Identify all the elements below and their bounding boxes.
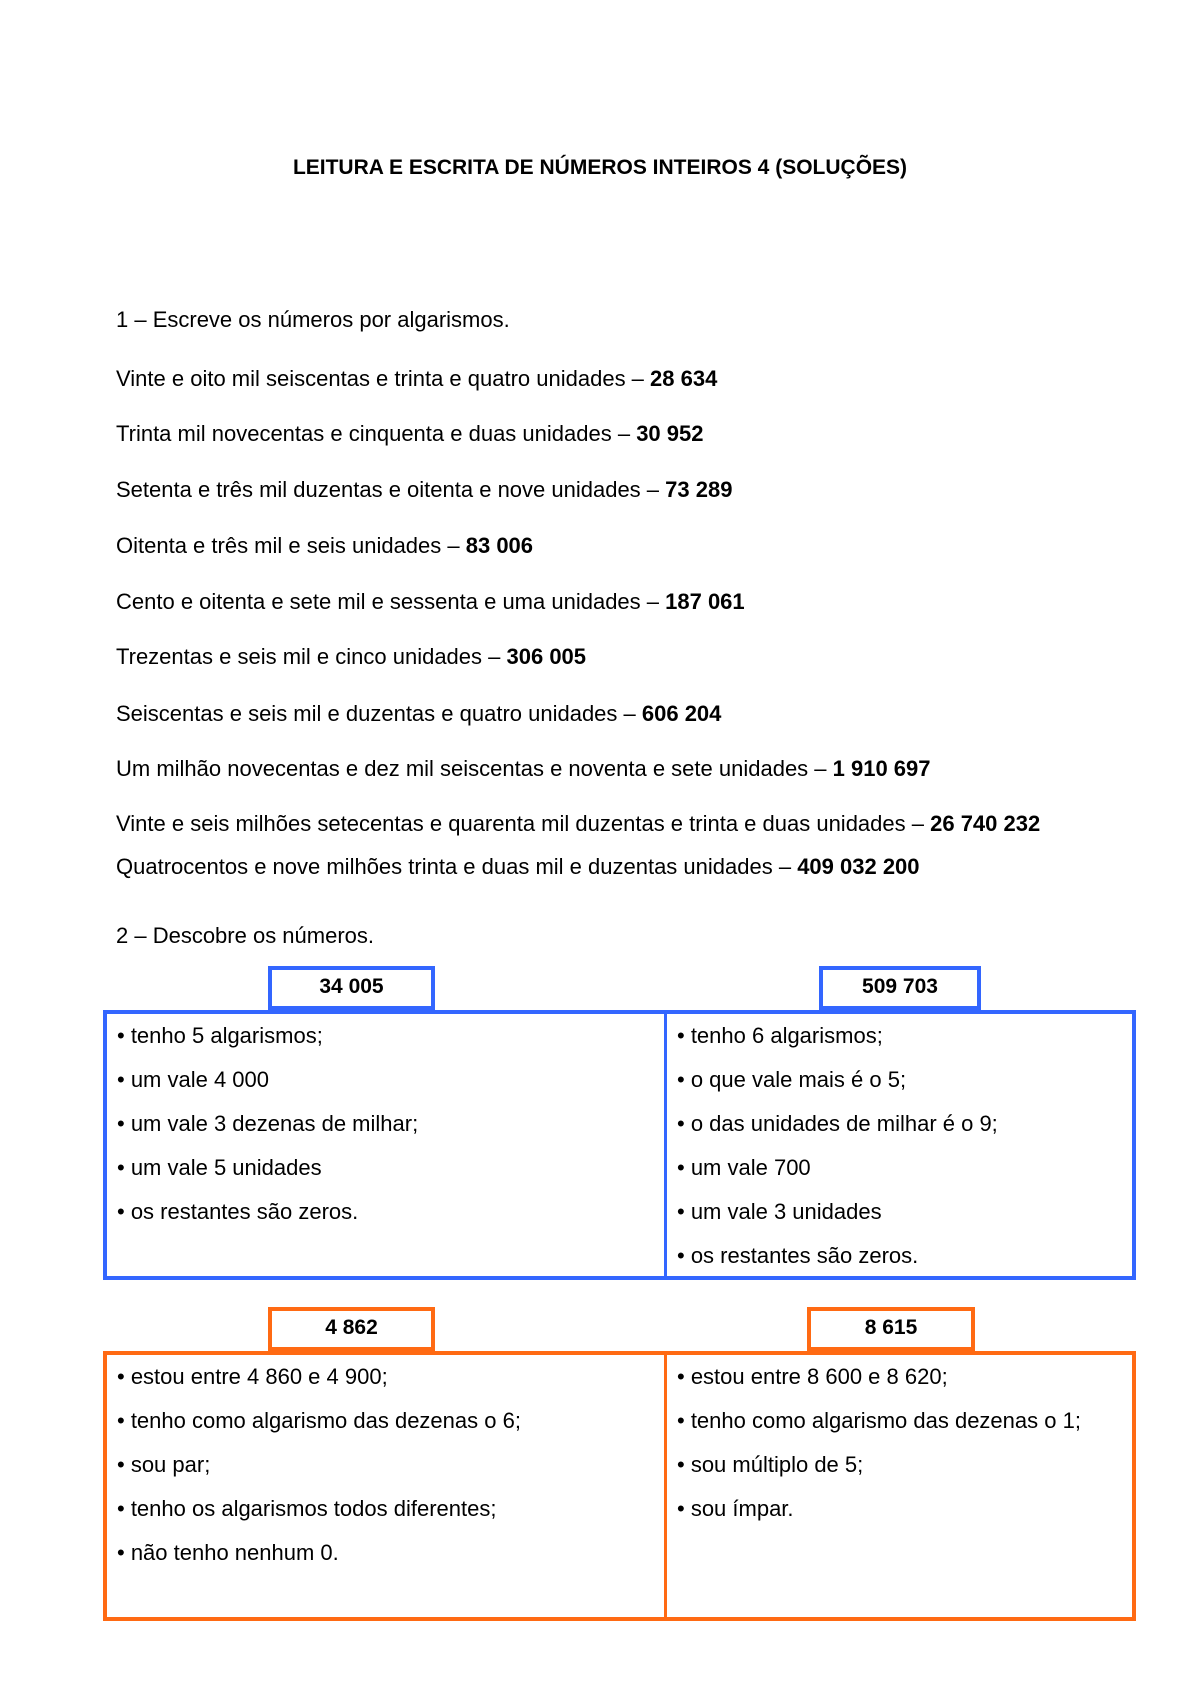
- item-answer: 187 061: [665, 589, 745, 614]
- item-answer: 26 740 232: [930, 811, 1041, 836]
- clue-item: • sou múltiplo de 5;: [677, 1452, 864, 1477]
- item-answer: 306 005: [506, 644, 587, 669]
- clue-item: • não tenho nenhum 0.: [117, 1540, 339, 1565]
- list-item: Oitenta e três mil e seis unidades – 83 006: [116, 533, 534, 558]
- clue-cell-3: [107, 1355, 664, 1617]
- clue-item: • sou ímpar.: [677, 1496, 794, 1521]
- clue-box-orange: [103, 1351, 1136, 1621]
- list-item: Trinta mil novecentas e cinquenta e duas unidades – 30 952: [116, 421, 704, 446]
- list-item: Seiscentas e seis mil e duzentas e quatro unidades – 606 204: [116, 701, 722, 726]
- list-item: Setenta e três mil duzentas e oitenta e nove unidades – 73 289: [116, 477, 733, 502]
- clue-box-blue: [103, 1010, 1136, 1280]
- answer-tag-2: 509 703: [819, 966, 981, 1010]
- item-answer: 83 006: [465, 533, 534, 558]
- clue-item: • tenho os algarismos todos diferentes;: [117, 1496, 497, 1521]
- clue-cell-2: [664, 1014, 1132, 1276]
- clue-cell-1: [107, 1014, 664, 1276]
- clue-item: • o das unidades de milhar é o 9;: [677, 1111, 998, 1136]
- item-answer: 1 910 697: [832, 756, 931, 781]
- list-item: Trezentas e seis mil e cinco unidades – 306 005: [116, 644, 587, 669]
- list-item: Um milhão novecentas e dez mil seiscentas e noventa e sete unidades – 1 910 697: [116, 756, 931, 781]
- item-answer: 28 634: [650, 366, 718, 391]
- clue-item: • um vale 3 unidades: [677, 1199, 882, 1224]
- clue-item: • um vale 3 dezenas de milhar;: [117, 1111, 419, 1136]
- answer-tag-4: 8 615: [807, 1307, 975, 1351]
- item-answer: 606 204: [641, 701, 722, 726]
- list-item: Vinte e seis milhões setecentas e quarenta mil duzentas e trinta e duas unidades – 26 740 232: [116, 811, 1041, 836]
- clue-item: • estou entre 8 600 e 8 620;: [677, 1364, 948, 1389]
- section1-heading: 1 – Escreve os números por algarismos.: [116, 307, 510, 332]
- answer-tag-1: 34 005: [268, 966, 435, 1010]
- item-answer: 73 289: [665, 477, 733, 502]
- clue-item: • um vale 700: [677, 1155, 811, 1180]
- list-item: Cento e oitenta e sete mil e sessenta e uma unidades – 187 061: [116, 589, 745, 614]
- clue-item: • tenho como algarismo das dezenas o 6;: [117, 1408, 521, 1433]
- clue-item: • sou par;: [117, 1452, 211, 1477]
- clue-item: • os restantes são zeros.: [117, 1199, 359, 1224]
- clue-item: • tenho como algarismo das dezenas o 1;: [677, 1408, 1081, 1433]
- list-item: Vinte e oito mil seiscentas e trinta e quatro unidades – 28 634: [116, 366, 718, 391]
- clue-item: • um vale 4 000: [117, 1067, 270, 1092]
- clue-item: • tenho 6 algarismos;: [677, 1023, 883, 1048]
- page-title: LEITURA E ESCRITA DE NÚMEROS INTEIROS 4 (SOLUÇÕES): [292, 156, 908, 179]
- clue-item: • os restantes são zeros.: [677, 1243, 919, 1268]
- item-answer: 30 952: [636, 421, 704, 446]
- section2-heading: 2 – Descobre os números.: [116, 923, 375, 948]
- list-item: Quatrocentos e nove milhões trinta e duas mil e duzentas unidades – 409 032 200: [116, 854, 920, 879]
- clue-item: • estou entre 4 860 e 4 900;: [117, 1364, 388, 1389]
- answer-tag-3: 4 862: [268, 1307, 435, 1351]
- clue-item: • o que vale mais é o 5;: [677, 1067, 907, 1092]
- clue-item: • um vale 5 unidades: [117, 1155, 322, 1180]
- item-answer: 409 032 200: [797, 854, 920, 879]
- clue-cell-4: [664, 1355, 1132, 1617]
- clue-item: • tenho 5 algarismos;: [117, 1023, 323, 1048]
